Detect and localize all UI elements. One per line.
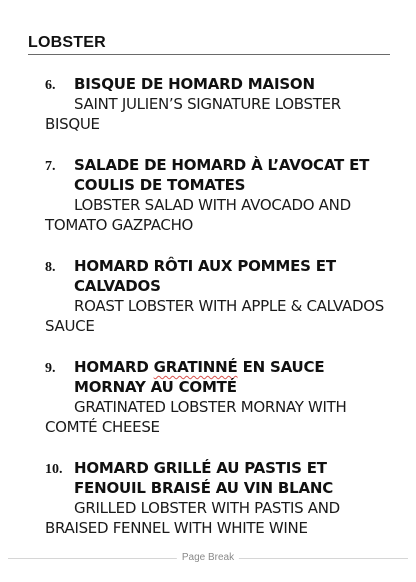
menu-item-head bbox=[45, 458, 390, 498]
menu-item-name: HOMARD GRILLÉ AU PASTIS ET FENOUIL BRAISÉ AU VIN BLANC bbox=[74, 459, 334, 497]
menu-item-number: 6. bbox=[45, 78, 56, 93]
menu-item-number: 8. bbox=[45, 260, 56, 275]
page-break bbox=[0, 548, 416, 568]
menu-item-name-part: EN SAUCE MORNAY AU COMTÉ bbox=[74, 358, 325, 396]
menu-list bbox=[45, 74, 390, 559]
menu-item bbox=[45, 458, 390, 538]
menu-item-head bbox=[45, 155, 390, 195]
spellcheck-flagged-word[interactable]: GRATINNÉ bbox=[153, 358, 238, 376]
page-break-label: Page Break bbox=[177, 550, 239, 566]
menu-item-description: GRILLED LOBSTER WITH PASTIS AND BRAISED FENNEL WITH WHITE WINE bbox=[45, 499, 340, 537]
section-title: LOBSTER bbox=[28, 34, 106, 51]
section-header bbox=[28, 34, 390, 55]
menu-item-name bbox=[74, 357, 390, 397]
menu-item bbox=[45, 155, 390, 235]
menu-item-description: GRATINATED LOBSTER MORNAY WITH COMTÉ CHEESE bbox=[45, 398, 347, 436]
menu-item-head bbox=[45, 74, 390, 94]
menu-item-name: BISQUE DE HOMARD MAISON bbox=[74, 75, 315, 93]
menu-item-description: SAINT JULIEN’S SIGNATURE LOBSTER BISQUE bbox=[45, 95, 341, 133]
menu-item-number: 9. bbox=[45, 361, 56, 376]
menu-item-head bbox=[45, 357, 390, 397]
menu-item-name: SALADE DE HOMARD À L’AVOCAT ET COULIS DE TOMATES bbox=[74, 156, 370, 194]
menu-item bbox=[45, 74, 390, 134]
menu-item-name: HOMARD RÔTI AUX POMMES ET CALVADOS bbox=[74, 257, 336, 295]
menu-item-head bbox=[45, 256, 390, 296]
menu-item-description: ROAST LOBSTER WITH APPLE & CALVADOS SAUCE bbox=[45, 297, 384, 335]
menu-item-number: 7. bbox=[45, 159, 56, 174]
menu-item-description: LOBSTER SALAD WITH AVOCADO AND TOMATO GAZPACHO bbox=[45, 196, 351, 234]
menu-item-name-part: HOMARD bbox=[74, 358, 154, 376]
menu-item bbox=[45, 357, 390, 437]
menu-item bbox=[45, 256, 390, 336]
menu-item-number: 10. bbox=[45, 462, 63, 477]
